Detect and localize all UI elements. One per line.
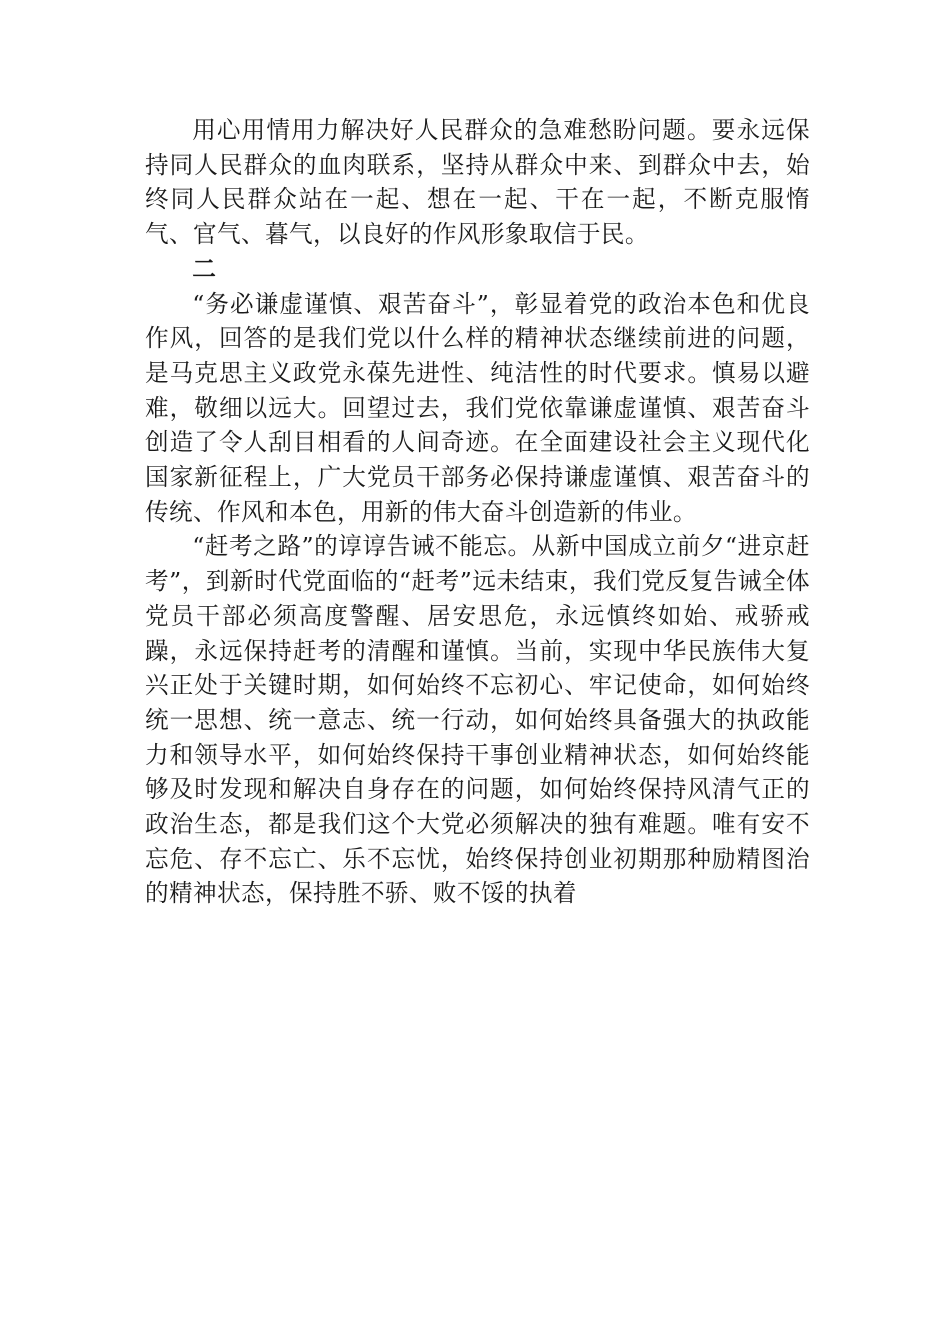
paragraph-2: “务必谦虚谨慎、艰苦奋斗”，彰显着党的政治本色和优良作风，回答的是我们党以什么样的精神状态继续前进的问题，是马克思主义政党永葆先进性、纯洁性的时代要求。慎易以避难，敬细以远大。回望过去，我们党依靠谦虚谨慎、艰苦奋斗创造了令人刮目相看的人间奇迹。在全面建设社会主义现代化国家新征程上，广大党员干部务必保持谦虚谨慎、艰苦奋斗的传统、作风和本色，用新的伟大奋斗创造新的伟业。: [145, 289, 810, 526]
section-heading: 二: [192, 254, 217, 283]
document-body: [145, 113, 810, 911]
paragraph-3: “赶考之路”的谆谆告诫不能忘。从新中国成立前夕“进京赶考”，到新时代党面临的“赶考”远未结束，我们党反复告诫全体党员干部必须高度警醒、居安思危，永远慎终如始、戒骄戒躁，永远保持赶考的清醒和谨慎。当前，实现中华民族伟大复兴正处于关键时期，如何始终不忘初心、牢记使命，如何始终统一思想、统一意志、统一行动，如何始终具备强大的执政能力和领导水平，如何始终保持干事创业精神状态，如何始终能够及时发现和解决自身存在的问题，如何始终保持风清气正的政治生态，都是我们这个大党必须解决的独有难题。唯有安不忘危、存不忘亡、乐不忘忧，始终保持创业初期那种励精图治的精神状态，保持胜不骄、败不馁的执着: [145, 532, 810, 908]
paragraph-1: 用心用情用力解决好人民群众的急难愁盼问题。要永远保持同人民群众的血肉联系，坚持从群众中来、到群众中去，始终同人民群众站在一起、想在一起、干在一起，不断克服惰气、官气、暮气，以良好的作风形象取信于民。: [145, 116, 810, 249]
